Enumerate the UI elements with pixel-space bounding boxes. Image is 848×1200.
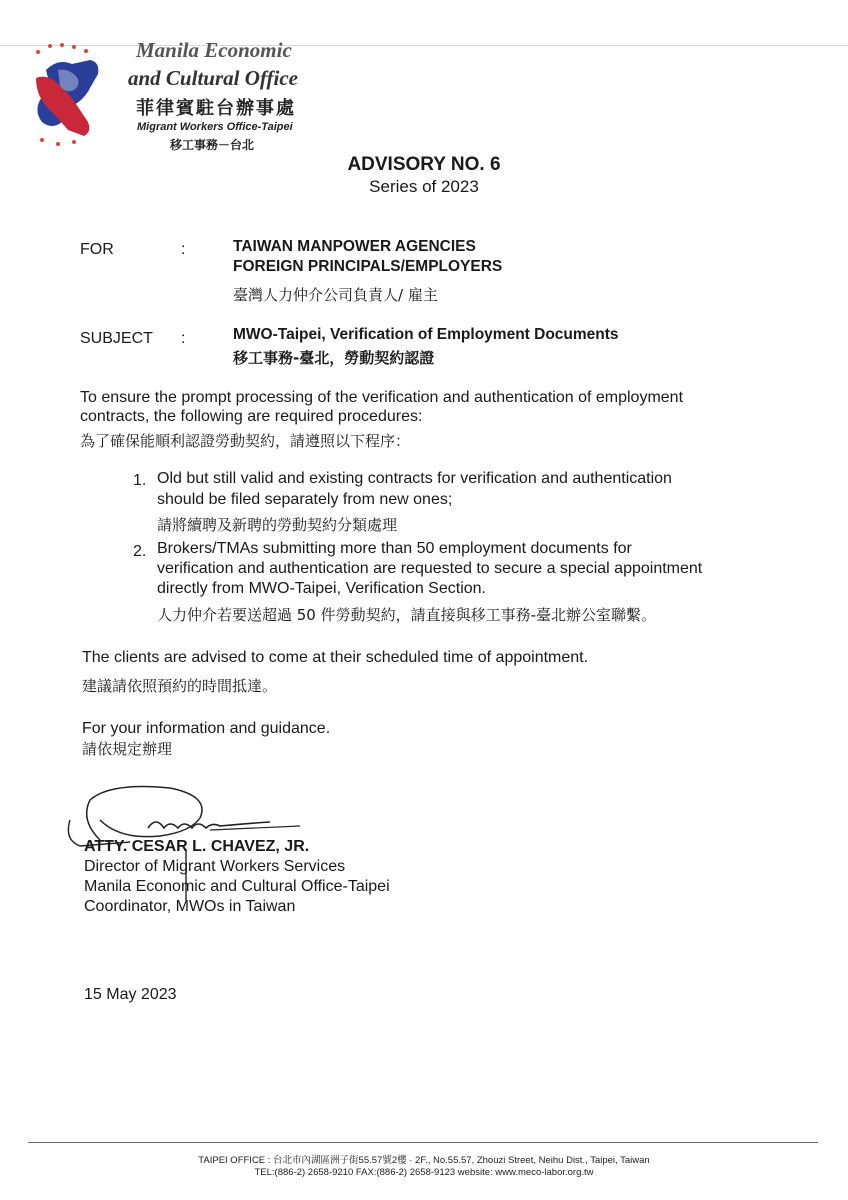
document-date: 15 May 2023 <box>84 986 177 1003</box>
for-label: FOR <box>80 241 114 258</box>
closing-zh: 請依規定辦理 <box>82 740 173 758</box>
advice-zh: 建議請依照預約的時間抵達。 <box>82 677 278 695</box>
signatory-title1: Director of Migrant Workers Services <box>84 858 346 875</box>
office-name-zh: 移工事務－台北 <box>170 138 255 152</box>
closing-line1: For your information and guidance. <box>82 720 331 737</box>
handshake-logo <box>28 40 108 150</box>
item-2-line2: verification and authentication are requested to secure a special appointment <box>157 560 703 577</box>
subject-colon: : <box>181 330 186 347</box>
footer-rule <box>28 1142 818 1143</box>
item-1-zh: 請將續聘及新聘的勞動契約分類處理 <box>157 516 398 534</box>
signatory-title3: Coordinator, MWOs in Taiwan <box>84 898 296 915</box>
item-2-zh: 人力仲介若要送超過 50 件勞動契約，請直接與移工事務-臺北辦公室聯繫。 <box>157 606 657 624</box>
signatory-title2: Manila Economic and Cultural Office-Taipei <box>84 878 390 895</box>
for-recipient-zh: 臺灣人力仲介公司負責人/ 雇主 <box>233 286 438 304</box>
advisory-series: Series of 2023 <box>369 177 479 196</box>
item-1-line1: Old but still valid and existing contracts for verification and authentication <box>157 470 672 487</box>
office-name-en: Migrant Workers Office-Taipei <box>137 121 293 133</box>
subject-zh: 移工事務-臺北，勞動契約認證 <box>233 349 435 367</box>
subject-label: SUBJECT <box>80 330 153 347</box>
subject-line1: MWO-Taipei, Verification of Employment Documents <box>233 326 619 343</box>
for-colon: : <box>181 241 186 258</box>
org-name-line2: and Cultural Office <box>128 66 298 90</box>
for-recipient-line1: TAIWAN MANPOWER AGENCIES <box>233 238 476 255</box>
intro-zh: 為了確保能順利認證勞動契約，請遵照以下程序： <box>80 432 411 450</box>
item-1-line2: should be filed separately from new ones; <box>157 491 453 508</box>
footer-address: TAIPEI OFFICE : 台北市內湖區洲子街55.57號2樓 · 2F., No.55.57, Zhouzi Street, Neihu Dist., Taipei, Taiwan <box>198 1155 650 1166</box>
footer-contacts: TEL:(886-2) 2658-9210 FAX:(886-2) 2658-9123 website: www.meco-labor.org.tw <box>254 1167 594 1178</box>
item-2-line1: Brokers/TMAs submitting more than 50 employment documents for <box>157 540 632 557</box>
item-2-line3: directly from MWO-Taipei, Verification Section. <box>157 580 486 597</box>
for-recipient-line2: FOREIGN PRINCIPALS/EMPLOYERS <box>233 258 503 275</box>
intro-line2: contracts, the following are required procedures: <box>80 408 423 425</box>
advice-line1: The clients are advised to come at their scheduled time of appointment. <box>82 649 589 666</box>
item-1-number: 1. <box>133 472 147 489</box>
signatory-name: ATTY. CESAR L. CHAVEZ, JR. <box>84 838 310 855</box>
intro-line1: To ensure the prompt processing of the verification and authentication of employment <box>80 389 684 406</box>
item-2-number: 2. <box>133 543 147 560</box>
org-name-chinese: 菲律賓駐台辦事處 <box>136 98 296 119</box>
header-rule <box>0 45 848 46</box>
org-name-line1: Manila Economic <box>136 38 292 62</box>
advisory-number: ADVISORY NO. 6 <box>347 154 501 175</box>
